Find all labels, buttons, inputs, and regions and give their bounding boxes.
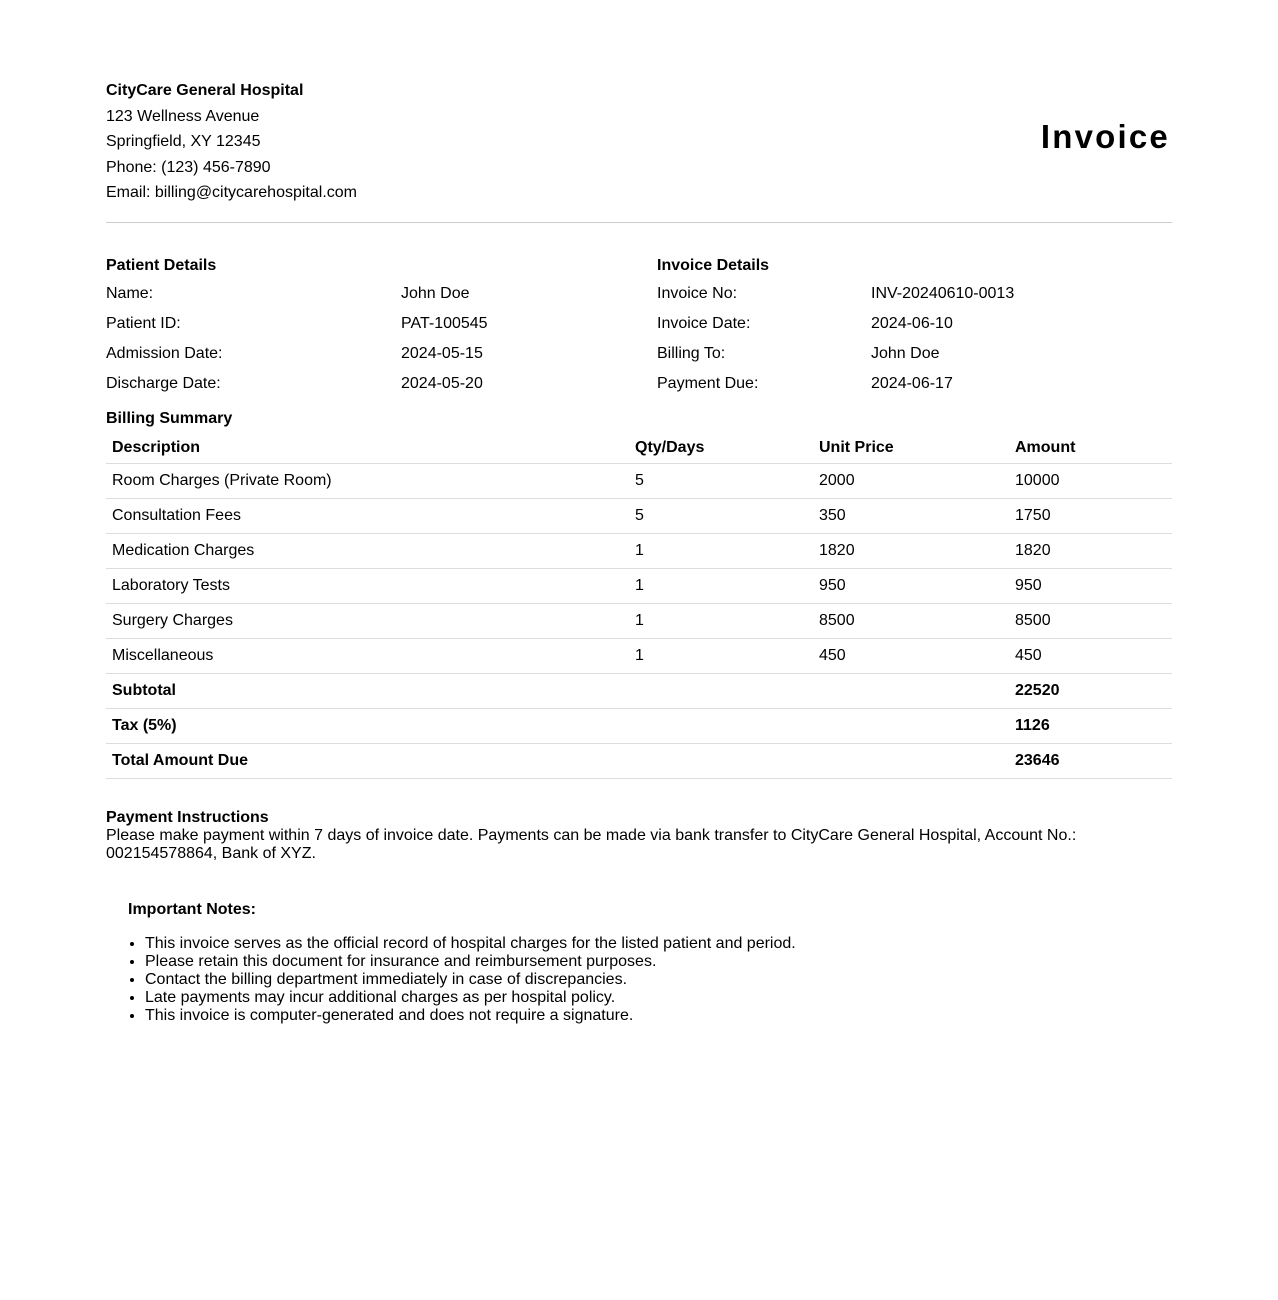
total-label: Tax (5%) xyxy=(106,709,629,744)
column-header: Unit Price xyxy=(813,433,1009,464)
item-qty: 1 xyxy=(629,534,813,569)
empty-cell xyxy=(629,744,813,779)
notes-heading: Important Notes: xyxy=(128,901,256,918)
field-value: 2024-06-17 xyxy=(871,375,953,392)
patient-details-heading: Patient Details xyxy=(106,257,217,274)
notes-list xyxy=(106,935,1172,1025)
field-value: 2024-05-15 xyxy=(401,345,483,362)
payment-heading: Payment Instructions xyxy=(106,809,269,826)
empty-cell xyxy=(629,709,813,744)
subtotal-row xyxy=(106,674,1172,709)
item-amount: 450 xyxy=(1009,639,1172,674)
item-unit-price: 1820 xyxy=(813,534,1009,569)
table-row xyxy=(106,639,1172,674)
document-title: Invoice xyxy=(1040,118,1170,155)
invoice-page xyxy=(106,78,1172,1025)
payment-due-row xyxy=(657,369,1172,399)
field-label: Billing To: xyxy=(657,345,726,362)
field-value: PAT-100545 xyxy=(401,315,488,332)
hospital-phone: Phone: (123) 456-7890 xyxy=(106,158,271,176)
field-value: 2024-06-10 xyxy=(871,315,953,332)
item-amount: 10000 xyxy=(1009,464,1172,499)
invoice-no-row xyxy=(657,279,1172,309)
field-label: Invoice Date: xyxy=(657,315,751,332)
important-notes xyxy=(128,901,1172,1025)
invoice-details-heading: Invoice Details xyxy=(657,257,770,274)
tax-row xyxy=(106,709,1172,744)
patient-name-row xyxy=(106,279,657,309)
item-amount: 950 xyxy=(1009,569,1172,604)
field-value: John Doe xyxy=(401,285,470,302)
item-description: Room Charges (Private Room) xyxy=(106,464,629,499)
column-header: Description xyxy=(106,433,629,464)
field-label: Admission Date: xyxy=(106,345,223,362)
table-row xyxy=(106,534,1172,569)
invoice-details xyxy=(657,255,1172,399)
hospital-email: Email: billing@citycarehospital.com xyxy=(106,184,357,201)
item-amount: 1820 xyxy=(1009,534,1172,569)
table-row xyxy=(106,569,1172,604)
field-label: Name: xyxy=(106,285,154,302)
hospital-address-line1: 123 Wellness Avenue xyxy=(106,107,260,125)
empty-cell xyxy=(813,674,1009,709)
item-description: Consultation Fees xyxy=(106,499,629,534)
list-item: • This invoice serves as the official record of hospital charges for the listed patient and period. xyxy=(145,935,1172,953)
item-qty: 1 xyxy=(629,639,813,674)
hospital-address-line2: Springfield, XY 12345 xyxy=(106,133,261,150)
item-description: Miscellaneous xyxy=(106,639,629,674)
total-label: Subtotal xyxy=(106,674,629,709)
item-unit-price: 8500 xyxy=(813,604,1009,639)
item-qty: 1 xyxy=(629,604,813,639)
field-value: INV-20240610-0013 xyxy=(871,285,1015,302)
billing-to-row xyxy=(657,339,1172,369)
item-unit-price: 450 xyxy=(813,639,1009,674)
item-description: Surgery Charges xyxy=(106,604,629,639)
invoice-date-row xyxy=(657,309,1172,339)
payment-text: Please make payment within 7 days of invoice date. Payments can be made via bank transfer to CityCare General Hospital, Account No.: 002154578864, Bank of XYZ. xyxy=(106,827,1077,862)
field-label: Discharge Date: xyxy=(106,375,221,392)
details-section xyxy=(106,223,1172,409)
list-item: • Please retain this document for insurance and reimbursement purposes. xyxy=(145,953,1172,971)
table-row xyxy=(106,464,1172,499)
field-value: 2024-05-20 xyxy=(401,375,483,392)
item-description: Laboratory Tests xyxy=(106,569,629,604)
item-amount: 1750 xyxy=(1009,499,1172,534)
empty-cell xyxy=(629,674,813,709)
table-row xyxy=(106,604,1172,639)
list-item: • Contact the billing department immediately in case of discrepancies. xyxy=(145,971,1172,989)
list-item: • This invoice is computer-generated and does not require a signature. xyxy=(145,1007,1172,1025)
column-header: Amount xyxy=(1009,433,1172,464)
patient-details xyxy=(106,255,657,399)
item-qty: 1 xyxy=(629,569,813,604)
total-amount: 1126 xyxy=(1009,709,1172,744)
patient-id-row xyxy=(106,309,657,339)
total-label: Total Amount Due xyxy=(106,744,629,779)
field-value: John Doe xyxy=(871,345,940,362)
field-label: Invoice No: xyxy=(657,285,738,302)
admission-date-row xyxy=(106,339,657,369)
discharge-date-row xyxy=(106,369,657,399)
column-header: Qty/Days xyxy=(629,433,813,464)
invoice-header xyxy=(106,78,1172,223)
item-amount: 8500 xyxy=(1009,604,1172,639)
item-qty: 5 xyxy=(629,464,813,499)
empty-cell xyxy=(813,709,1009,744)
item-description: Medication Charges xyxy=(106,534,629,569)
hospital-info xyxy=(106,78,357,206)
payment-instructions xyxy=(106,809,1172,863)
total-due-row xyxy=(106,744,1172,779)
item-unit-price: 350 xyxy=(813,499,1009,534)
table-row xyxy=(106,499,1172,534)
total-amount: 23646 xyxy=(1009,744,1172,779)
hospital-name: CityCare General Hospital xyxy=(106,82,304,99)
field-label: Patient ID: xyxy=(106,315,181,332)
billing-summary-heading: Billing Summary xyxy=(106,410,233,427)
table-header-row xyxy=(106,433,1172,464)
item-unit-price: 950 xyxy=(813,569,1009,604)
field-label: Payment Due: xyxy=(657,375,759,392)
billing-table xyxy=(106,433,1172,779)
item-unit-price: 2000 xyxy=(813,464,1009,499)
list-item: • Late payments may incur additional charges as per hospital policy. xyxy=(145,989,1172,1007)
total-amount: 22520 xyxy=(1009,674,1172,709)
item-qty: 5 xyxy=(629,499,813,534)
empty-cell xyxy=(813,744,1009,779)
